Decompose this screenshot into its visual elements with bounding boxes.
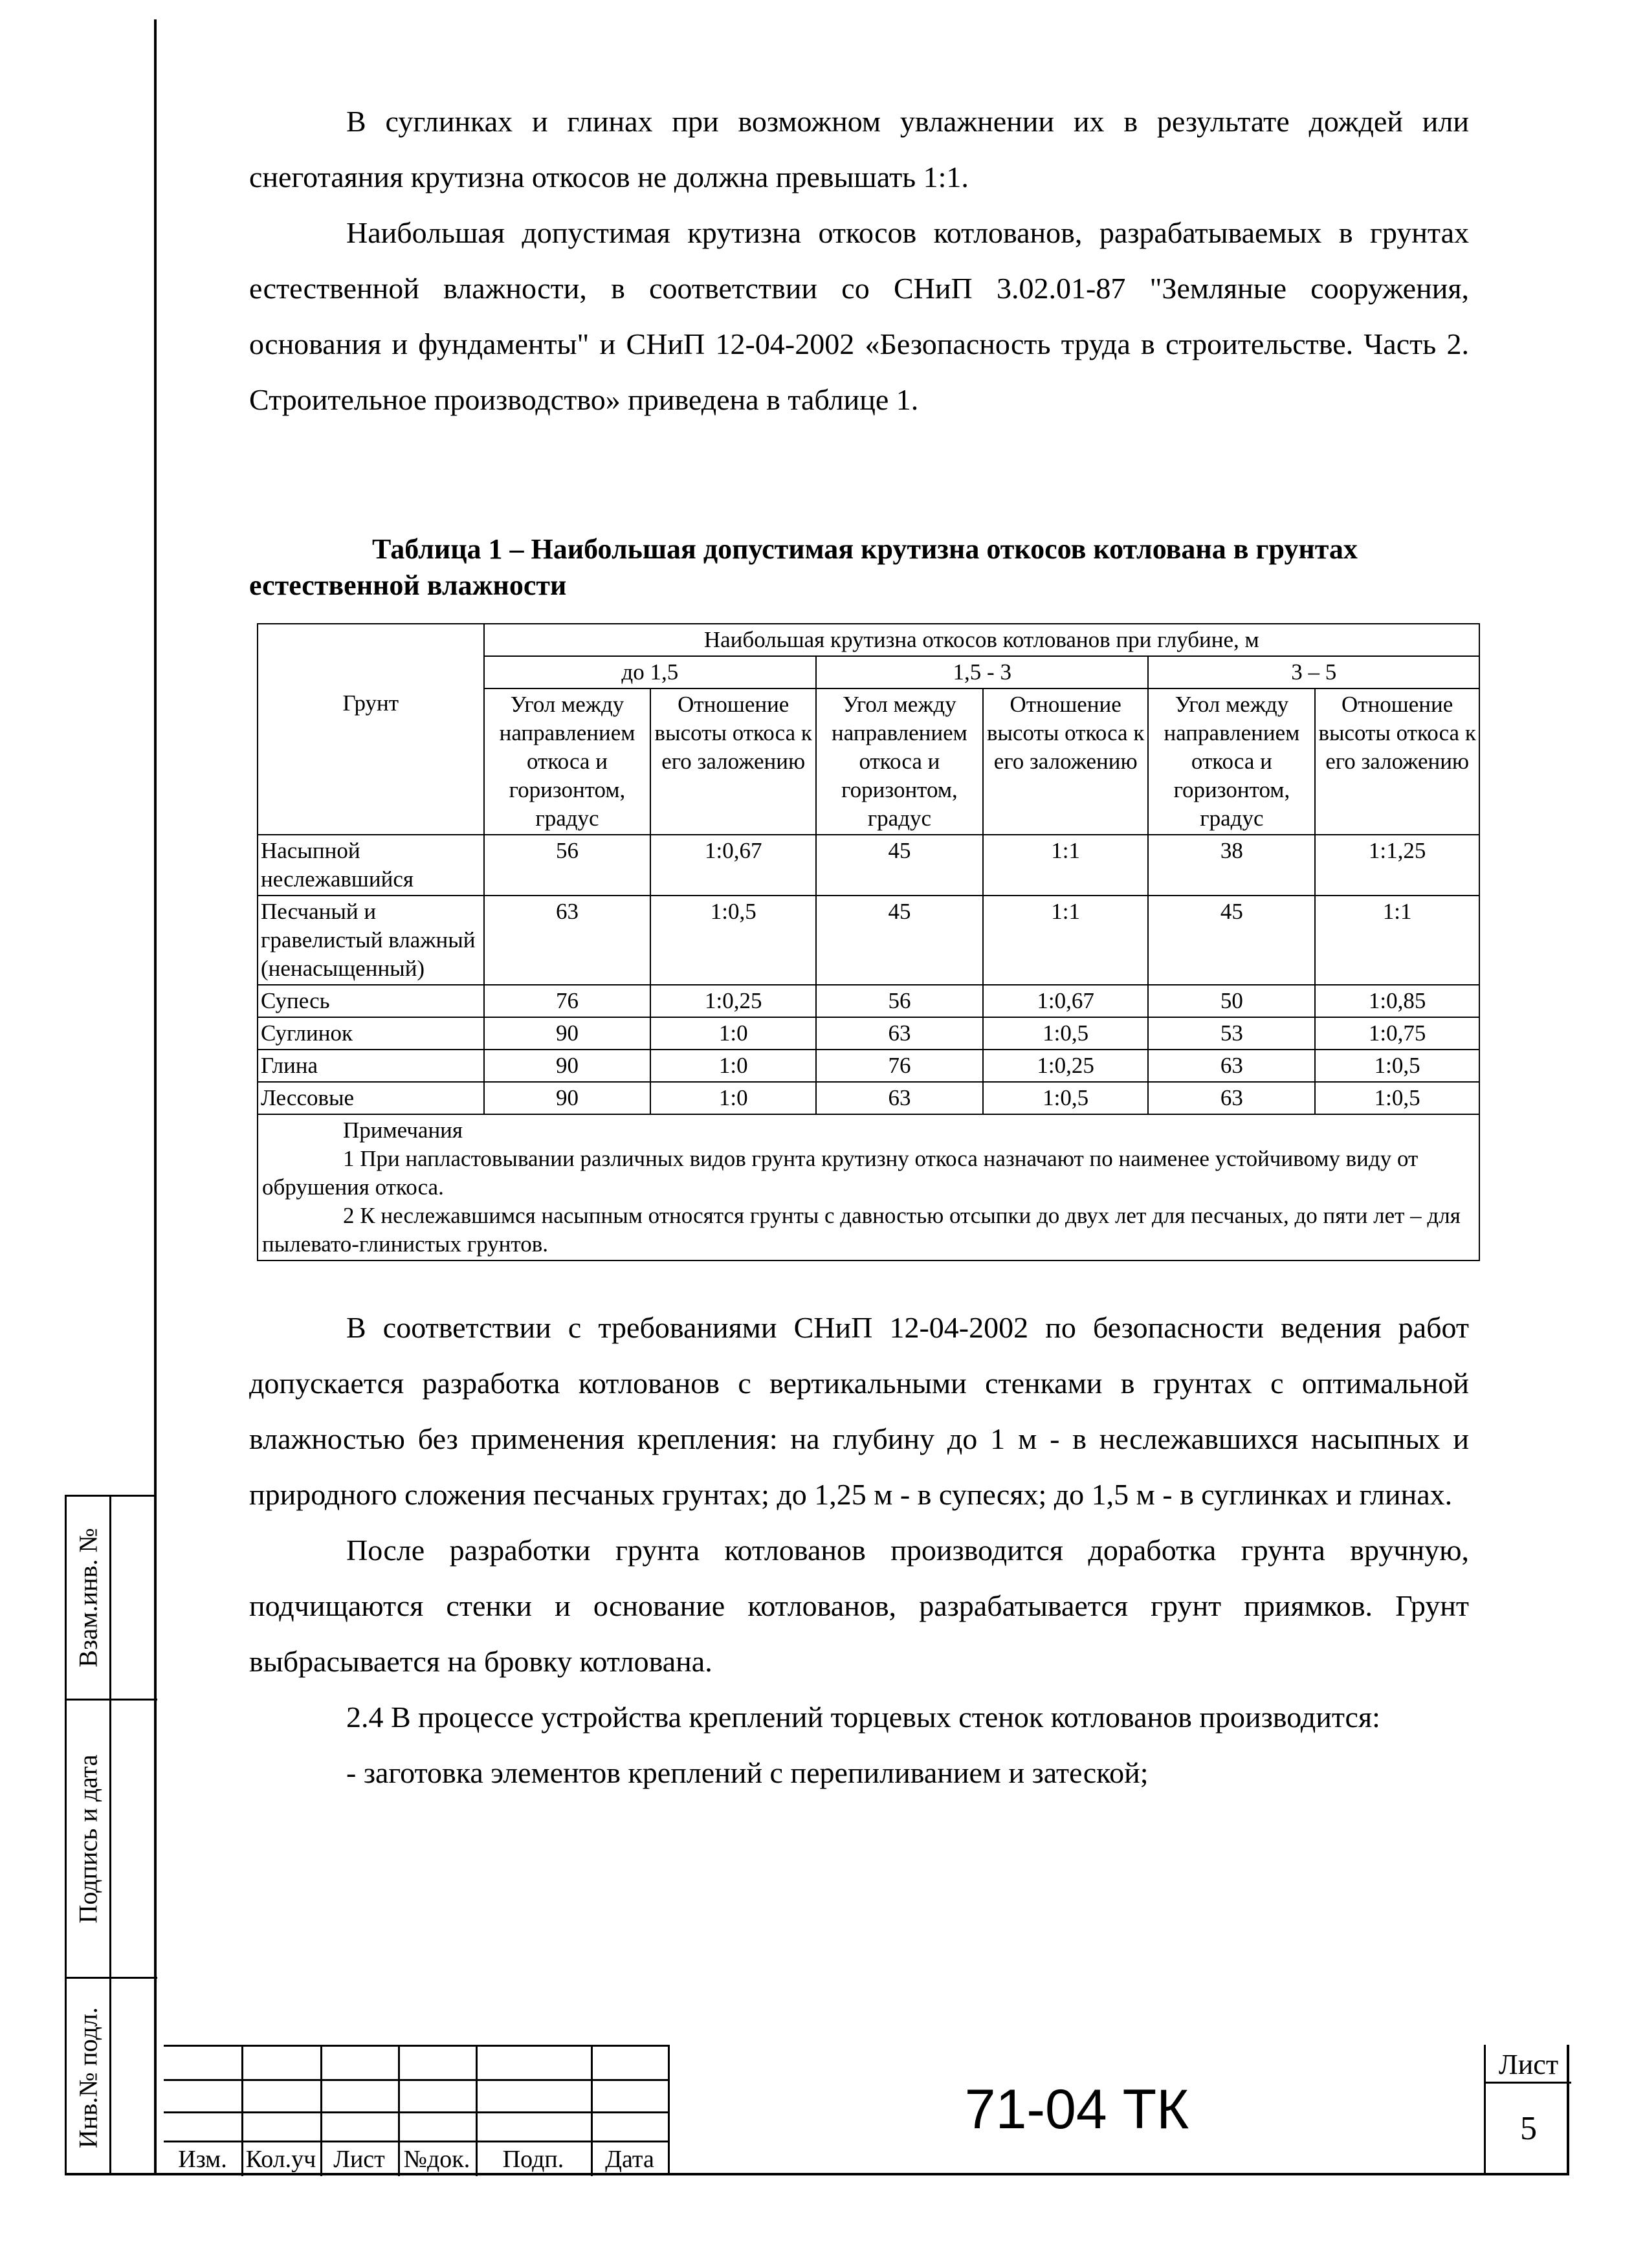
cell-value: 76	[484, 985, 651, 1017]
podpis-value	[109, 1701, 157, 1979]
col-data: Дата	[605, 2146, 654, 2173]
table-notes	[258, 1114, 1479, 1261]
cell-value: 1:0,5	[1315, 1050, 1479, 1082]
col-list: Лист	[333, 2146, 385, 2173]
cell-value: 1:1,25	[1315, 835, 1479, 896]
soil-name: Супесь	[258, 985, 484, 1017]
depth-3: 3 – 5	[1148, 656, 1479, 688]
cell-value: 45	[1148, 896, 1315, 985]
cell-value: 90	[484, 1050, 651, 1082]
cell-value: 1:0,67	[983, 985, 1149, 1017]
cell-value: 45	[816, 896, 983, 985]
cell-value: 45	[816, 835, 983, 896]
paragraph-2: Наибольшая допустимая крутизна откосов котлованов, разрабатываемых в грунтах естественной влажности, в соответствии со СНиП 3.02.01-87 "Земляные сооружения, основания и фундаменты" и СНиП 12-04-2002 «Безопасность труда в строительстве. Часть 2. Строительное производство» приведена в таблице 1.	[249, 216, 1469, 416]
cell-value: 56	[816, 985, 983, 1017]
table-row	[258, 985, 1479, 1017]
sheet-box	[1484, 2045, 1569, 2174]
paragraph-4: После разработки грунта котлованов производится доработка грунта вручную, подчищаются стенки и основание котлованов, разрабатывается грунт приямков. Грунт выбрасывается на бровку котлована.	[249, 1534, 1469, 1678]
inv-podl-cell	[67, 1979, 109, 2176]
soil-name: Суглинок	[258, 1017, 484, 1050]
depth-2: 1,5 - 3	[816, 656, 1148, 688]
sheet-label: Лист	[1486, 2045, 1571, 2084]
podpis-cell	[67, 1701, 109, 1979]
tb-row-line	[164, 2079, 670, 2081]
table-row	[258, 896, 1479, 985]
paragraph-5: 2.4 В процессе устройства креплений торцевых стенок котлованов производится:	[346, 1701, 1380, 1734]
cell-value: 1:0	[650, 1050, 816, 1082]
cell-value: 63	[816, 1017, 983, 1050]
vzam-inv-label: Взам.инв. №	[73, 1528, 103, 1668]
tb-row-line	[164, 2141, 670, 2142]
cell-value: 1:0,67	[650, 835, 816, 896]
podpis-label: Подпись и дата	[73, 1754, 103, 1924]
cell-value: 1:0,5	[650, 896, 816, 985]
paragraph-1: В суглинках и глинах при возможном увлажнении их в результате дождей или снеготаяния крутизна откосов не должна превышать 1:1.	[249, 105, 1469, 193]
cell-value: 38	[1148, 835, 1315, 896]
cell-value: 1:0,25	[650, 985, 816, 1017]
col-izm: Изм.	[178, 2146, 227, 2173]
cell-value: 1:0,5	[983, 1082, 1149, 1114]
frame-right-line	[1567, 2045, 1569, 2175]
cell-value: 53	[1148, 1017, 1315, 1050]
sub-ratio: Отношение высоты откоса к его заложению	[650, 688, 816, 835]
table-row	[258, 1082, 1479, 1114]
col-kol-uch: Кол.уч	[245, 2146, 316, 2173]
soil-name: Насыпной неслежавшийся	[258, 835, 484, 896]
cell-value: 63	[484, 896, 651, 985]
sub-angle: Угол между направлением откоса и горизонтом, градус	[1148, 688, 1315, 835]
header-group: Наибольшая крутизна откосов котлованов при глубине, м	[484, 624, 1479, 656]
note-1: 1 При напластовывании различных видов грунта крутизну откоса назначают по наименее устойчивому виду от обрушения откоса.	[262, 1146, 1419, 1200]
table-row	[258, 835, 1479, 896]
col-ndok: №док.	[403, 2146, 470, 2173]
cell-value: 63	[1148, 1082, 1315, 1114]
sub-ratio: Отношение высоты откоса к его заложению	[983, 688, 1149, 835]
title-block	[164, 2045, 1569, 2174]
cell-value: 56	[484, 835, 651, 896]
cell-value: 50	[1148, 985, 1315, 1017]
soil-name: Лессовые	[258, 1082, 484, 1114]
cell-value: 1:0	[650, 1017, 816, 1050]
document-code: 71-04 ТК	[964, 2078, 1189, 2141]
cell-value: 63	[816, 1082, 983, 1114]
side-stamp-value-column	[109, 1497, 157, 2174]
col-podp: Подп.	[502, 2146, 564, 2173]
paragraph-3: В соответствии с требованиями СНиП 12-04-2002 по безопасности ведения работ допускается разработка котлованов с вертикальными стенками в грунтах с оптимальной влажностью без применения крепления: на глубину до 1 м - в неслежавшихся насыпных и природного сложения песчаных грунтах; до 1,25 м - в супесях; до 1,5 м - в суглинках и глинах.	[249, 1311, 1469, 1511]
table-row	[258, 1017, 1479, 1050]
cell-value: 90	[484, 1082, 651, 1114]
side-stamp-label-column	[67, 1497, 111, 2174]
sub-angle: Угол между направлением откоса и горизонтом, градус	[484, 688, 651, 835]
cell-value: 1:1	[1315, 896, 1479, 985]
cell-value: 1:1	[983, 896, 1149, 985]
cell-value: 76	[816, 1050, 983, 1082]
sub-ratio: Отношение высоты откоса к его заложению	[1315, 688, 1479, 835]
slope-table	[257, 623, 1480, 1261]
cell-value: 1:0,25	[983, 1050, 1149, 1082]
cell-value: 1:1	[983, 835, 1149, 896]
cell-value: 63	[1148, 1050, 1315, 1082]
sub-angle: Угол между направлением откоса и горизонтом, градус	[816, 688, 983, 835]
inv-podl-label: Инв.№ подл.	[73, 2007, 103, 2148]
paragraph-6: - заготовка элементов креплений с перепиливанием и затеской;	[346, 1756, 1149, 1789]
sheet-number: 5	[1520, 2110, 1537, 2147]
depth-1: до 1,5	[484, 656, 816, 688]
tb-row-line	[164, 2111, 670, 2113]
cell-value: 90	[484, 1017, 651, 1050]
title-block-grid	[164, 2045, 670, 2174]
page-content	[249, 94, 1476, 1801]
header-soil: Грунт	[258, 624, 484, 835]
vzam-inv-cell	[67, 1497, 109, 1701]
soil-name: Песчаный и гравелистый влажный (ненасыщенный)	[258, 896, 484, 985]
cell-value: 1:0,5	[983, 1017, 1149, 1050]
notes-title: Примечания	[343, 1117, 463, 1143]
soil-name: Глина	[258, 1050, 484, 1082]
table-title: Таблица 1 – Наибольшая допустимая крутизна откосов котлована в грунтах естественной влажности	[249, 533, 1358, 601]
cell-value: 1:0,85	[1315, 985, 1479, 1017]
side-stamp	[65, 1495, 155, 2174]
vzam-inv-value	[109, 1497, 157, 1701]
table-row	[258, 1050, 1479, 1082]
cell-value: 1:0	[650, 1082, 816, 1114]
cell-value: 1:0,5	[1315, 1082, 1479, 1114]
cell-value: 1:0,75	[1315, 1017, 1479, 1050]
note-2: 2 К неслежавшимся насыпным относятся грунты с давностью отсыпки до двух лет для песчаных, до пяти лет – для пылевато-глинистых грунтов.	[262, 1203, 1461, 1257]
